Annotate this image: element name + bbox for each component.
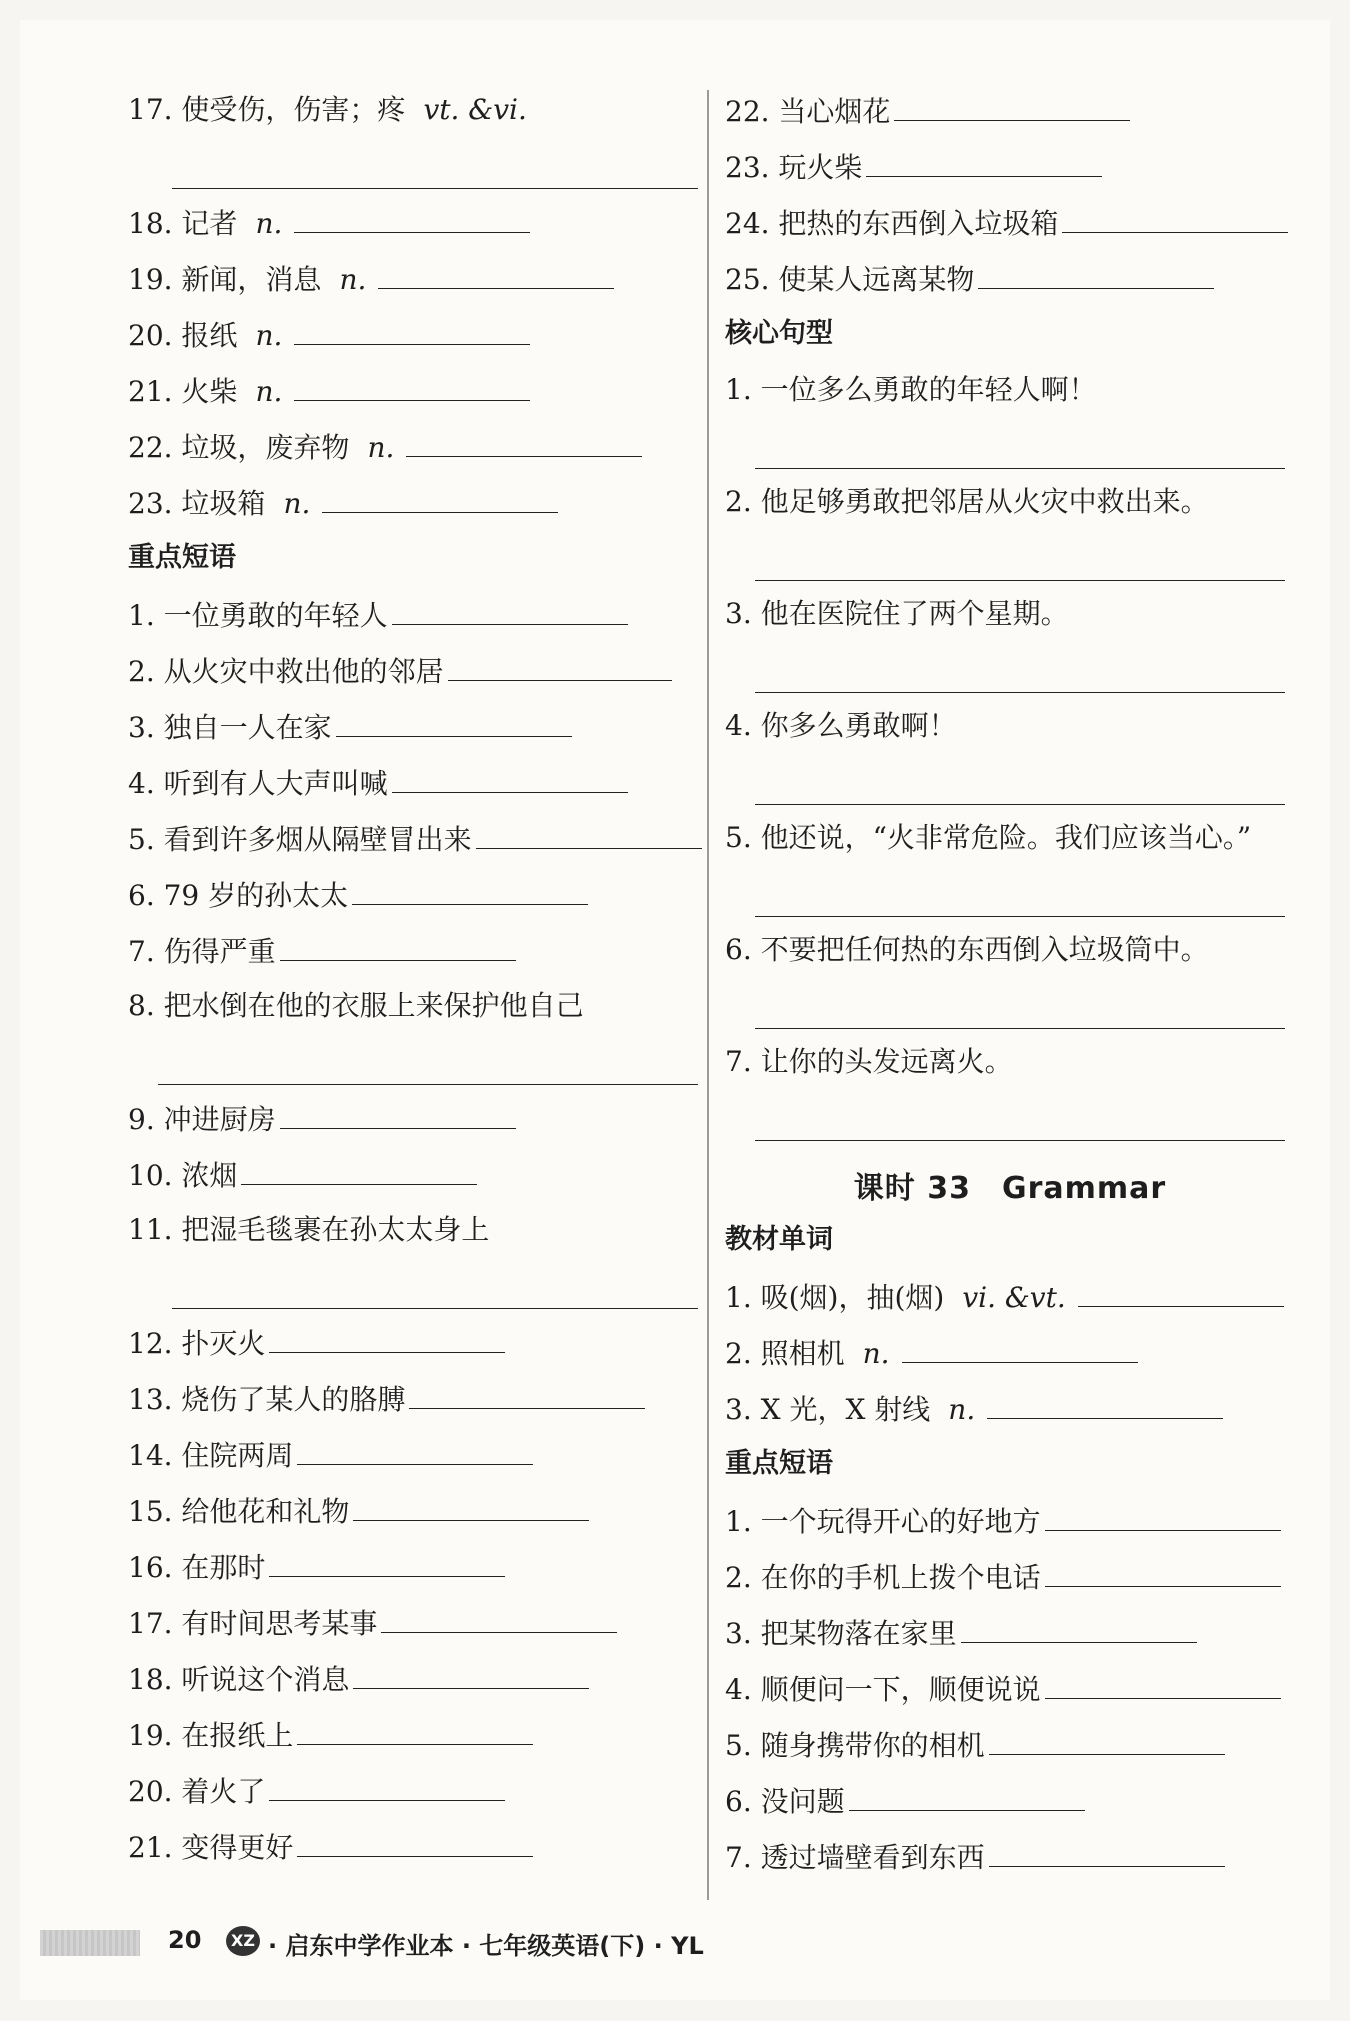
answer-blank[interactable]: [294, 372, 530, 401]
book-title: · 启东中学作业本 · 七年级英语(下) · YL: [268, 1932, 704, 1960]
right-column: [725, 92, 1295, 1894]
answer-blank[interactable]: [297, 1436, 533, 1465]
answer-blank[interactable]: [961, 1614, 1197, 1643]
answer-blank[interactable]: [352, 876, 588, 905]
phrase-item: 6. 79 岁的孙太太: [128, 876, 698, 932]
answer-blank[interactable]: [989, 1726, 1225, 1755]
phrase-item: 23. 玩火柴: [725, 148, 1295, 204]
phrase-item: 7. 透过墙壁看到东西: [725, 1838, 1295, 1894]
footer-decorative-bar: [40, 1930, 140, 1956]
phrase-item: 16. 在那时: [128, 1548, 698, 1604]
sentence-item: 2. 他足够勇敢把邻居从火灾中救出来。: [725, 485, 1209, 518]
answer-blank[interactable]: [725, 876, 1295, 932]
phrase-item: 5. 随身携带你的相机: [725, 1726, 1295, 1782]
phrase-item: 10. 浓烟: [128, 1156, 698, 1212]
answer-blank[interactable]: [322, 484, 558, 513]
sentence-item: 4. 你多么勇敢啊！: [725, 709, 957, 742]
phrase-item: 13. 烧伤了某人的胳膊: [128, 1380, 698, 1436]
column-divider: [707, 90, 709, 1900]
vocab-item: 17. 使受伤，伤害；疼 vt. &vi.: [128, 93, 527, 126]
answer-blank[interactable]: [297, 1828, 533, 1857]
phrase-item: 14. 住院两周: [128, 1436, 698, 1492]
answer-blank[interactable]: [476, 820, 702, 849]
phrase-item: 3. 把某物落在家里: [725, 1614, 1295, 1670]
answer-blank[interactable]: [725, 428, 1295, 484]
phrase-item: 17. 有时间思考某事: [128, 1604, 698, 1660]
answer-blank[interactable]: [725, 988, 1295, 1044]
answer-blank[interactable]: [392, 764, 628, 793]
answer-blank[interactable]: [725, 764, 1295, 820]
answer-blank[interactable]: [987, 1390, 1223, 1419]
vocab-item: 18. 记者 n.: [128, 204, 698, 260]
answer-blank[interactable]: [978, 260, 1214, 289]
vocab-item: 20. 报纸 n.: [128, 316, 698, 372]
page-number: 20: [168, 1926, 202, 1954]
answer-blank[interactable]: [902, 1334, 1138, 1363]
phrase-item: 24. 把热的东西倒入垃圾箱: [725, 204, 1295, 260]
answer-blank[interactable]: [297, 1716, 533, 1745]
lesson-heading: 课时 33 Grammar: [853, 1171, 1167, 1206]
phrase-item: 3. 独自一人在家: [128, 708, 698, 764]
phrase-item: 5. 看到许多烟从隔壁冒出来: [128, 820, 698, 876]
answer-blank[interactable]: [725, 540, 1295, 596]
answer-blank[interactable]: [336, 708, 572, 737]
phrase-item: 20. 着火了: [128, 1772, 698, 1828]
sentence-item: 5. 他还说，“火非常危险。我们应该当心。”: [725, 821, 1252, 854]
answer-blank[interactable]: [128, 1044, 698, 1100]
phrase-item: 2. 从火灾中救出他的邻居: [128, 652, 698, 708]
phrase-item: 2. 在你的手机上拨个电话: [725, 1558, 1295, 1614]
publisher-badge-icon: XZ: [226, 1926, 260, 1956]
answer-blank[interactable]: [1045, 1502, 1281, 1531]
answer-blank[interactable]: [280, 1100, 516, 1129]
answer-blank[interactable]: [849, 1782, 1085, 1811]
answer-blank[interactable]: [269, 1772, 505, 1801]
answer-blank[interactable]: [294, 316, 530, 345]
answer-blank[interactable]: [725, 1100, 1295, 1156]
phrase-item: 12. 扑灭火: [128, 1324, 698, 1380]
phrase-item: 9. 冲进厨房: [128, 1100, 698, 1156]
sentence-item: 1. 一位多么勇敢的年轻人啊！: [725, 373, 1097, 406]
answer-blank[interactable]: [294, 204, 530, 233]
answer-blank[interactable]: [894, 92, 1130, 121]
vocab-item: 19. 新闻，消息 n.: [128, 260, 698, 316]
answer-blank[interactable]: [269, 1324, 505, 1353]
vocab-item: 1. 吸(烟)，抽(烟) vi. &vt.: [725, 1278, 1295, 1334]
answer-blank[interactable]: [381, 1604, 617, 1633]
answer-blank[interactable]: [378, 260, 614, 289]
phrase-item: 1. 一位勇敢的年轻人: [128, 596, 698, 652]
phrase-item: 1. 一个玩得开心的好地方: [725, 1502, 1295, 1558]
vocab-item: 2. 照相机 n.: [725, 1334, 1295, 1390]
answer-blank[interactable]: [392, 596, 628, 625]
section-title-sentences: 核心句型: [725, 318, 833, 349]
section-title-phrases: 重点短语: [128, 542, 236, 573]
answer-blank[interactable]: [725, 652, 1295, 708]
phrase-item: 4. 听到有人大声叫喊: [128, 764, 698, 820]
phrase-item: 8. 把水倒在他的衣服上来保护他自己: [128, 989, 584, 1022]
answer-blank[interactable]: [128, 148, 698, 204]
answer-blank[interactable]: [269, 1548, 505, 1577]
phrase-item: 15. 给他花和礼物: [128, 1492, 698, 1548]
phrase-item: 25. 使某人远离某物: [725, 260, 1295, 316]
answer-blank[interactable]: [353, 1492, 589, 1521]
sentence-item: 3. 他在医院住了两个星期。: [725, 597, 1069, 630]
section-title-textbook-words: 教材单词: [725, 1224, 833, 1255]
phrase-item: 19. 在报纸上: [128, 1716, 698, 1772]
answer-blank[interactable]: [989, 1838, 1225, 1867]
phrase-item: 21. 变得更好: [128, 1828, 698, 1884]
answer-blank[interactable]: [406, 428, 642, 457]
answer-blank[interactable]: [280, 932, 516, 961]
phrase-item: 18. 听说这个消息: [128, 1660, 698, 1716]
answer-blank[interactable]: [1045, 1670, 1281, 1699]
phrase-item: 22. 当心烟花: [725, 92, 1295, 148]
answer-blank[interactable]: [353, 1660, 589, 1689]
workbook-page: [20, 20, 1330, 2000]
phrase-item: 4. 顺便问一下，顺便说说: [725, 1670, 1295, 1726]
answer-blank[interactable]: [1078, 1278, 1284, 1307]
page-footer: [40, 1918, 940, 1968]
vocab-item: 3. X 光，X 射线 n.: [725, 1390, 1295, 1446]
left-column: [128, 92, 698, 1884]
answer-blank[interactable]: [1045, 1558, 1281, 1587]
sentence-item: 7. 让你的头发远离火。: [725, 1045, 1013, 1078]
answer-blank[interactable]: [866, 148, 1102, 177]
answer-blank[interactable]: [1062, 204, 1288, 233]
phrase-item: 11. 把湿毛毯裹在孙太太身上: [128, 1213, 490, 1246]
answer-blank[interactable]: [409, 1380, 645, 1409]
phrase-item: 6. 没问题: [725, 1782, 1295, 1838]
answer-blank[interactable]: [128, 1268, 698, 1324]
sentence-item: 6. 不要把任何热的东西倒入垃圾筒中。: [725, 933, 1209, 966]
vocab-item: 21. 火柴 n.: [128, 372, 698, 428]
vocab-item: 23. 垃圾箱 n.: [128, 484, 698, 540]
vocab-item: 22. 垃圾，废弃物 n.: [128, 428, 698, 484]
answer-blank[interactable]: [448, 652, 672, 681]
phrase-item: 7. 伤得严重: [128, 932, 698, 988]
section-title-phrases-2: 重点短语: [725, 1448, 833, 1479]
answer-blank[interactable]: [241, 1156, 477, 1185]
